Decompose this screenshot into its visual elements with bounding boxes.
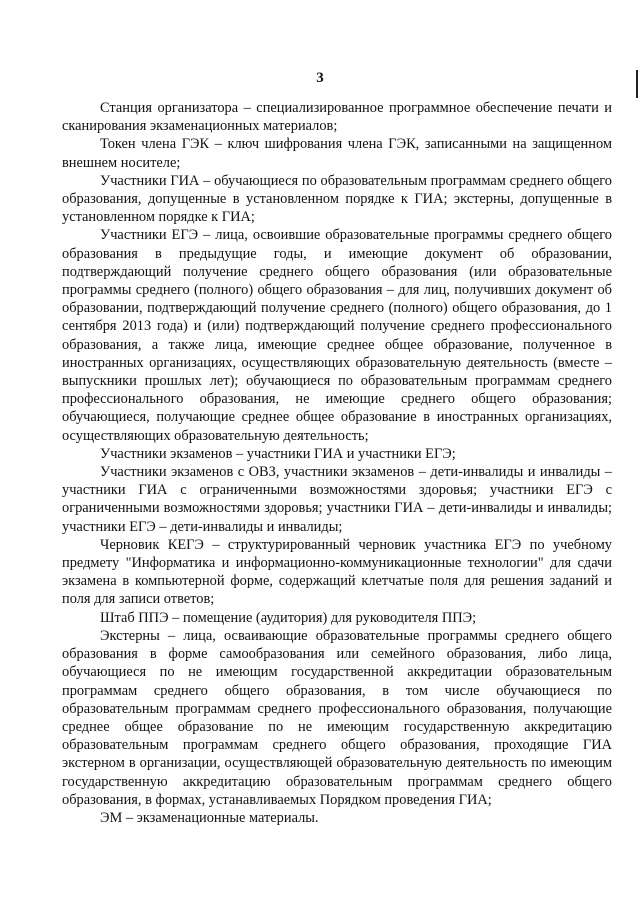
scan-edge-mark (636, 70, 638, 98)
definition-ege-participants: Участники ЕГЭ – лица, освоившие образовательные программы среднего общего образования в предыдущие годы, и имеющие документ об образовании, подтверждающий получение среднего общего образования (или образовательные программы среднего (полного) общего образования – для лиц, получивших документ об образовании, подтверждающий получение среднего (полного) общего образования, до 1 сентября 2013 года) и (или) подтверждающий получение среднего профессионального образования, а также лица, имеющие среднее общее образование, полученное в иностранных организациях, осуществляющих образовательную деятельность (вместе – выпускники прошлых лет); обучающиеся по образовательным программам среднего профессионального образования, не имеющие среднего общего образования; обучающиеся, получающие среднее общее образование в иностранных организациях, осуществляющих образовательную деятельность; (62, 227, 612, 444)
definition-exam-participants: Участники экзаменов – участники ГИА и участники ЕГЭ; (100, 445, 456, 462)
definition-gia-participants: Участники ГИА – обучающиеся по образовательным программам среднего общего образования, допущенные в установленном порядке к ГИА; экстерны, допущенные в установленном порядке к ГИА; (62, 172, 612, 226)
definition-kege-draft: Черновик КЕГЭ – структурированный черновик участника ЕГЭ по учебному предмету "Информатика и информационно-коммуникационные технологии" для сдачи экзамена в компьютерной форме, содержащий клетчатые поля для решения заданий и поля для записи ответов; (62, 536, 612, 608)
definition-externs: Экстерны – лица, осваивающие образовательные программы среднего общего образования в форме самообразования или семейного образования, либо лица, обучающиеся по не имеющим государственной аккредитации образовательным программам среднего общего образования, в том числе обучающиеся по образовательным программам среднего профессионального образования, получающие среднее общее образование по не имеющим государственную аккредитацию образовательным программам среднего общего образования, проходящие ГИА экстерном в организации, осуществляющей образовательную деятельность по имеющим государственную аккредитацию образовательным программам среднего общего образования, в формах, устанавливаемых Порядком проведения ГИА; (62, 627, 612, 808)
definition-organizer-station: Станция организатора – специализированное программное обеспечение печати и сканирования экзаменационных материалов; (62, 100, 612, 135)
definition-ppe-headquarters: Штаб ППЭ – помещение (аудитория) для руководителя ППЭ; (100, 609, 477, 626)
page-number: 3 (316, 70, 324, 86)
definition-gek-token: Токен члена ГЭК – ключ шифрования члена ГЭК, записанными на защищенном внешнем носителе; (62, 136, 612, 171)
document-body (62, 99, 612, 827)
definition-participants-ovz: Участники экзаменов с ОВЗ, участники экзаменов – дети-инвалиды и инвалиды – участники ГИА с ограниченными возможностями здоровья; участники ЕГЭ с ограниченными возможностями здоровья; участники ГИА – дети-инвалиды и инвалиды; участники ЕГЭ – дети-инвалиды и инвалиды; (62, 464, 612, 535)
definition-em: ЭМ – экзаменационные материалы. (100, 809, 319, 826)
